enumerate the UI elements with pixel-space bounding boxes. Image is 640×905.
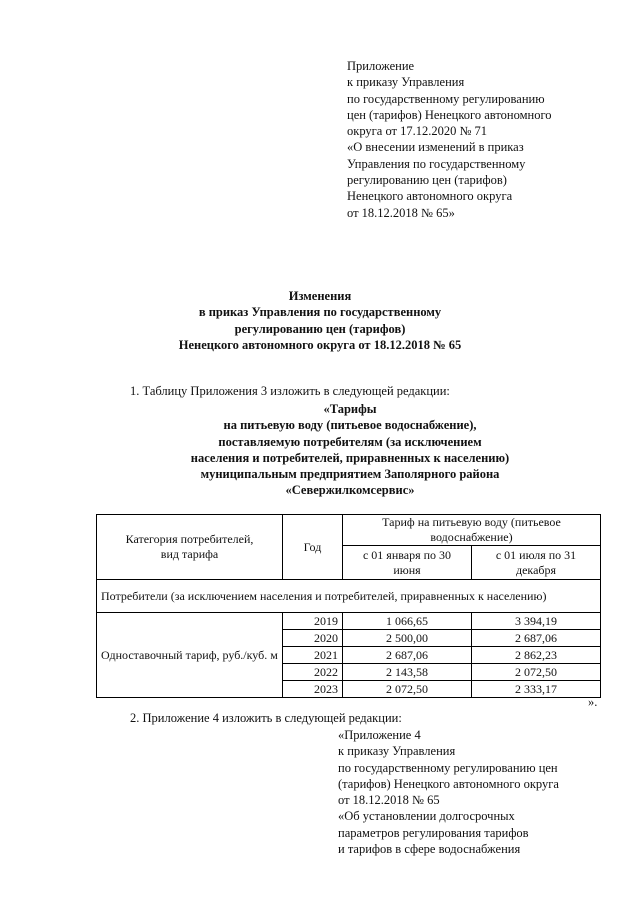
appendix-line: регулированию цен (тарифов) bbox=[347, 173, 507, 188]
tariff-type-label: Одноставочный тариф, руб./куб. м bbox=[97, 613, 283, 698]
appendix-line: Управления по государственному bbox=[347, 156, 526, 171]
tariff-value-cell: 3 394,19 bbox=[472, 613, 601, 630]
header-year: Год bbox=[283, 515, 343, 580]
heading-line: регулированию цен (тарифов) bbox=[234, 321, 406, 336]
year-cell: 2023 bbox=[283, 681, 343, 698]
tariff-value-cell: 2 687,06 bbox=[472, 630, 601, 647]
tariff-title-line: поставляемую потребителям (за исключением bbox=[218, 434, 482, 449]
tariff-value-cell: 2 862,23 bbox=[472, 647, 601, 664]
tariff-value-cell: 2 072,50 bbox=[343, 681, 472, 698]
tariff-title-line: на питьевую воду (питьевое водоснабжение), bbox=[223, 418, 477, 433]
consumer-group-label: Потребители (за исключением населения и потребителей, приравненных к населению) bbox=[97, 580, 601, 613]
closing-quote: ». bbox=[588, 695, 598, 709]
heading-line: в приказ Управления по государственному bbox=[198, 305, 442, 320]
tariff-value-cell: 2 072,50 bbox=[472, 664, 601, 681]
tariff-title-line: «Севержилкомсервис» bbox=[285, 483, 415, 498]
appendix-line: цен (тарифов) Ненецкого автономного bbox=[347, 107, 552, 122]
appendix4-line: «Приложение 4 bbox=[338, 728, 421, 742]
tariff-value-cell: 2 333,17 bbox=[472, 681, 601, 698]
appendix4-line: и тарифов в сфере водоснабжения bbox=[338, 842, 521, 857]
appendix4-line: параметров регулирования тарифов bbox=[338, 825, 529, 840]
appendix-header bbox=[347, 58, 552, 221]
appendix-line: по государственному регулированию bbox=[347, 91, 545, 106]
year-cell: 2021 bbox=[283, 647, 343, 664]
header-period-1: с 01 января по 30 июня bbox=[343, 546, 472, 580]
tariff-value-cell: 2 500,00 bbox=[343, 630, 472, 647]
appendix-line: округа от 17.12.2020 № 71 bbox=[347, 124, 488, 139]
tariff-value-cell: 2 143,58 bbox=[343, 664, 472, 681]
tariff-table bbox=[96, 514, 601, 698]
appendix-line: от 18.12.2018 № 65» bbox=[347, 205, 455, 220]
appendix-line: «О внесении изменений в приказ bbox=[347, 140, 524, 155]
heading-line: Изменения bbox=[288, 289, 352, 303]
tariff-title-line: муниципальным предприятием Заполярного района bbox=[200, 467, 500, 482]
tariff-value-cell: 1 066,65 bbox=[343, 613, 472, 630]
appendix-4-header bbox=[338, 727, 559, 857]
appendix4-line: от 18.12.2018 № 65 bbox=[338, 793, 440, 808]
tariff-value-cell: 2 687,06 bbox=[343, 647, 472, 664]
item-2-text: 2. Приложение 4 изложить в следующей редакции: bbox=[130, 711, 402, 725]
tariff-title-line: «Тарифы bbox=[323, 402, 377, 416]
tariff-title-line: населения и потребителей, приравненных к населению) bbox=[190, 450, 510, 465]
year-cell: 2020 bbox=[283, 630, 343, 647]
appendix-line: к приказу Управления bbox=[347, 75, 465, 90]
header-tariff: Тариф на питьевую воду (питьевое водоснабжение) bbox=[343, 515, 601, 546]
heading-line: Ненецкого автономного округа от 18.12.2018 № 65 bbox=[178, 337, 462, 352]
appendix4-line: к приказу Управления bbox=[338, 744, 456, 759]
tariff-title bbox=[130, 401, 570, 499]
header-category: Категория потребителей, вид тарифа bbox=[97, 515, 283, 580]
appendix4-line: по государственному регулированию цен bbox=[338, 760, 558, 775]
header-period-2: с 01 июля по 31 декабря bbox=[472, 546, 601, 580]
appendix-line: Ненецкого автономного округа bbox=[347, 189, 513, 204]
item-1-text: 1. Таблицу Приложения 3 изложить в следующей редакции: bbox=[130, 384, 450, 398]
document-heading bbox=[0, 288, 640, 353]
appendix4-line: (тарифов) Ненецкого автономного округа bbox=[338, 776, 559, 791]
appendix-line: Приложение bbox=[347, 59, 415, 73]
appendix4-line: «Об установлении долгосрочных bbox=[338, 809, 515, 824]
year-cell: 2022 bbox=[283, 664, 343, 681]
year-cell: 2019 bbox=[283, 613, 343, 630]
